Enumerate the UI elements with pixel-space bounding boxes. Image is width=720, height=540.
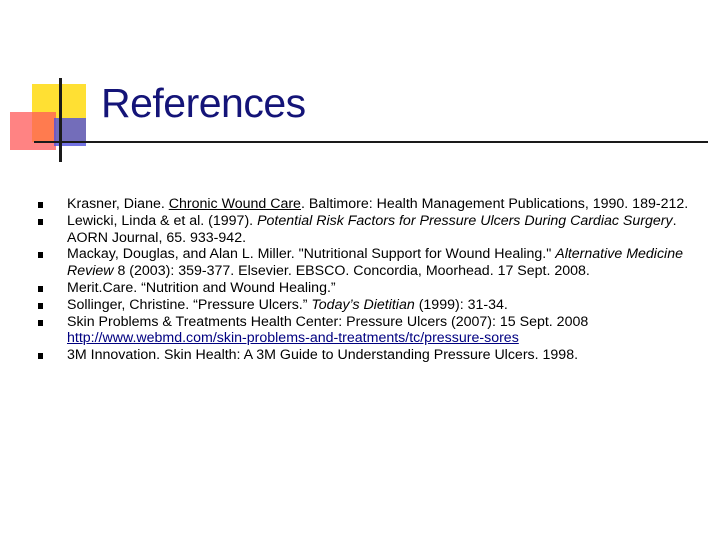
reference-text: Skin Problems & Treatments Health Center: Pressure Ulcers (2007): 15 Sept. 2008 [67, 313, 589, 330]
square-bullet-icon [38, 353, 43, 359]
square-bullet-icon [38, 303, 43, 309]
reference-source-title: Potential Risk Factors for Pressure Ulcers During Cardiac Surgery [257, 212, 673, 229]
square-bullet-icon [38, 202, 43, 208]
vertical-rule [59, 78, 62, 162]
reference-source-title: Today’s Dietitian [311, 296, 415, 313]
square-bullet-icon [38, 219, 43, 225]
reference-item [38, 297, 698, 314]
slide-title: References [101, 80, 306, 126]
reference-author: Mackay, Douglas, and Alan L. Miller. "Nutritional Support for Wound Healing." [67, 246, 556, 263]
reference-source-title: Chronic Wound Care [168, 196, 301, 212]
red-block [10, 112, 56, 150]
square-bullet-icon [38, 320, 43, 326]
reference-text: 3M Innovation. Skin Health: A 3M Guide to Understanding Pressure Ulcers. 1998. [67, 347, 579, 364]
reference-item [38, 314, 698, 348]
reference-details: . Baltimore: Health Management Publications, 1990. 189-212. [300, 196, 689, 212]
reference-author: Lewicki, Linda & et al. (1997). [67, 212, 258, 229]
reference-source-title: Alternative Medicine Review [67, 246, 683, 280]
reference-author: Krasner, Diane. [67, 196, 169, 212]
reference-item [38, 246, 698, 280]
reference-list [38, 196, 698, 364]
reference-text: Merit.Care. “Nutrition and Wound Healing.” [67, 279, 336, 296]
reference-author: Sollinger, Christine. “Pressure Ulcers.” [67, 296, 312, 313]
reference-item [38, 213, 698, 247]
square-bullet-icon [38, 286, 43, 292]
square-bullet-icon [38, 252, 43, 258]
reference-link[interactable]: http://www.webmd.com/skin-problems-and-treatments/tc/pressure-sores [67, 330, 519, 347]
reference-details: . AORN Journal, 65. 933-942. [67, 212, 677, 246]
reference-item [38, 347, 698, 364]
reference-item [38, 196, 698, 213]
reference-details: 8 (2003): 359-377. Elsevier. EBSCO. Concordia, Moorhead. 17 Sept. 2008. [113, 263, 590, 280]
reference-item [38, 280, 698, 297]
horizontal-rule [34, 141, 708, 143]
reference-details: (1999): 31-34. [414, 296, 508, 313]
